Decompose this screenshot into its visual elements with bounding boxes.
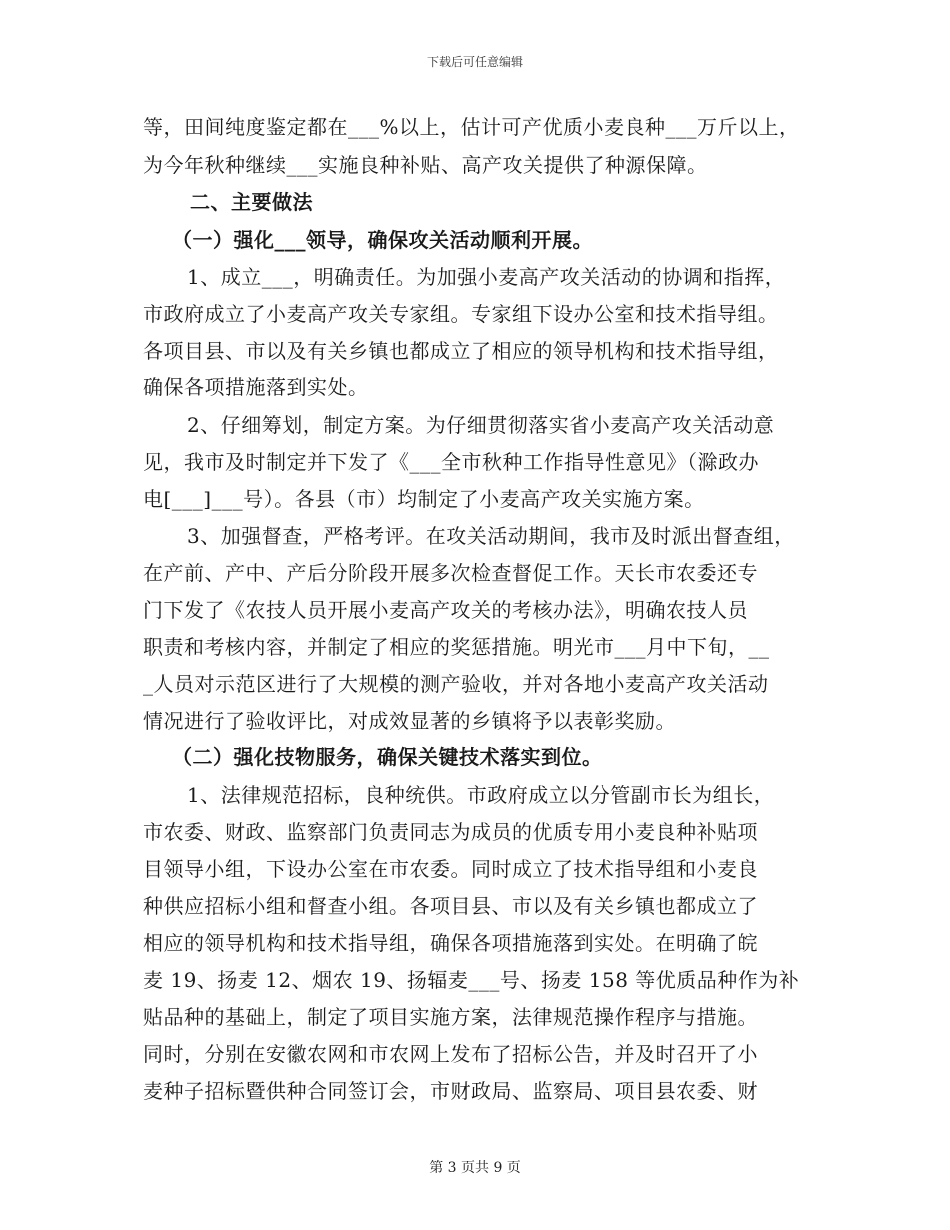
paragraph-line: 等，田间纯度鉴定都在___%以上，估计可产优质小麦良种___万斤以上， — [143, 115, 800, 139]
paragraph-line: 2、仔细筹划，制定方案。为仔细贯彻落实省小麦高产攻关活动意 — [187, 413, 775, 437]
paragraph-line: 同时，分别在安徽农网和市农网上发布了招标公告，并及时召开了小 — [143, 1042, 758, 1066]
paragraph-line: 为今年秋种继续___实施良种补贴、高产攻关提供了种源保障。 — [143, 153, 708, 177]
paragraph-line: 市政府成立了小麦高产攻关专家组。专家组下设办公室和技术指导组。 — [143, 302, 779, 326]
page-header: 下载后可任意编辑 — [426, 55, 523, 69]
paragraph-line: 电[___]___号）。各县（市）均制定了小麦高产攻关实施方案。 — [143, 487, 705, 511]
paragraph-line: 在产前、产中、产后分阶段开展多次检查督促工作。天长市农委还专 — [143, 561, 758, 585]
paragraph-line: 确保各项措施落到实处。 — [143, 375, 369, 399]
paragraph-line: 职责和考核内容，并制定了相应的奖惩措施。明光市___月中下旬，__ — [143, 635, 770, 659]
paragraph-line: 情况进行了验收评比，对成效显著的乡镇将予以表彰奖励。 — [143, 709, 676, 733]
paragraph-line: 种供应招标小组和督查小组。各项目县、市以及有关乡镇也都成立了 — [143, 894, 758, 918]
paragraph-line: 相应的领导机构和技术指导组，确保各项措施落到实处。在明确了皖 — [143, 931, 758, 955]
paragraph-line: 贴品种的基础上，制定了项目实施方案，法律规范操作程序与措施。 — [143, 1005, 758, 1029]
paragraph-line: 目领导小组，下设办公室在市农委。同时成立了技术指导组和小麦良 — [143, 857, 758, 881]
paragraph-line: 市农委、财政、监察部门负责同志为成员的优质专用小麦良种补贴项 — [143, 820, 758, 844]
paragraph-line: 见，我市及时制定并下发了《___全市秋种工作指导性意见》（滁政办 — [143, 450, 759, 474]
paragraph-line: 1、成立___，明确责任。为加强小麦高产攻关活动的协调和指挥， — [187, 265, 786, 289]
paragraph-line: 麦 19、扬麦 12、烟农 19、扬辐麦___号、扬麦 158 等优质品种作为补 — [143, 968, 800, 992]
paragraph-line: 各项目县、市以及有关乡镇也都成立了相应的领导机构和技术指导组， — [143, 339, 779, 363]
paragraph-line: 麦种子招标暨供种合同签订会，市财政局、监察局、项目县农委、财 — [143, 1079, 758, 1103]
page-footer: 第 3 页共 9 页 — [429, 1160, 521, 1176]
paragraph-line: _人员对示范区进行了大规模的测产验收，并对各地小麦高产攻关活动 — [143, 672, 769, 696]
paragraph-line: 门下发了《农技人员开展小麦高产攻关的考核办法》，明确农技人员 — [143, 598, 748, 622]
paragraph-line: 1、法律规范招标，良种统供。市政府成立以分管副市长为组长， — [187, 783, 775, 807]
subsection-heading: （一）强化___领导，确保攻关活动顺利开展。 — [172, 228, 593, 252]
subsection-heading: （二）强化技物服务，确保关键技术落实到位。 — [172, 745, 603, 769]
paragraph-line: 3、加强督查，严格考评。在攻关活动期间，我市及时派出督查组， — [187, 524, 795, 548]
section-heading: 二、主要做法 — [190, 190, 313, 214]
